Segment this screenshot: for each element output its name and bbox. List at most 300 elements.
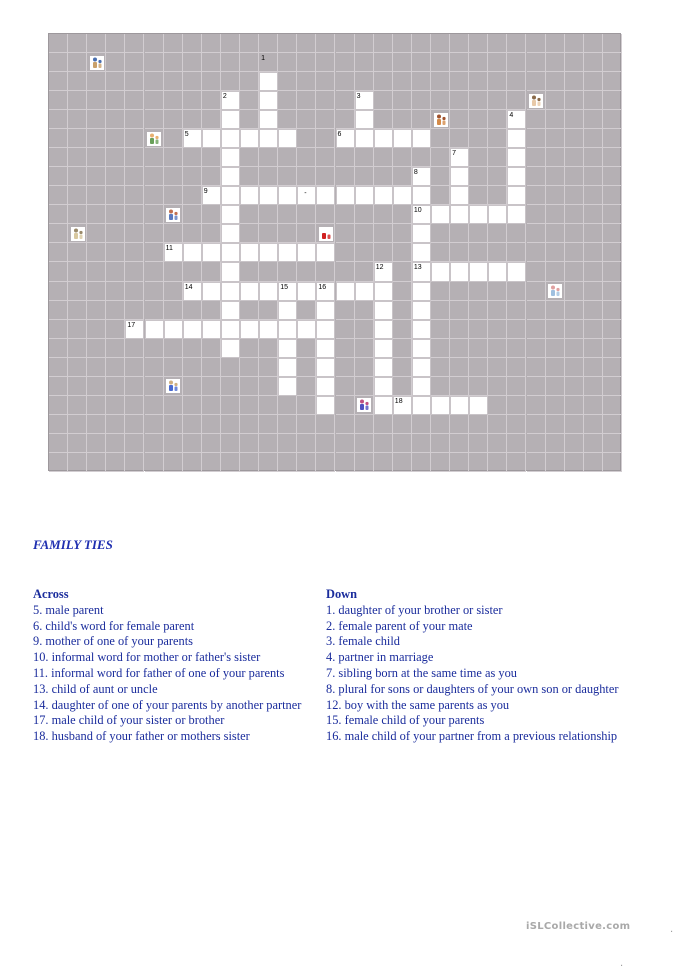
grid-cell xyxy=(145,224,164,243)
grid-cell xyxy=(316,167,335,186)
answer-cell[interactable] xyxy=(507,186,526,205)
grid-cell xyxy=(336,91,355,110)
grid-cell xyxy=(68,167,87,186)
grid-cell xyxy=(297,415,316,434)
answer-cell[interactable] xyxy=(355,282,374,301)
grid-cell xyxy=(355,205,374,224)
grid-cell xyxy=(297,91,316,110)
grid-cell xyxy=(240,415,259,434)
grid-cell xyxy=(68,396,87,415)
answer-cell[interactable] xyxy=(240,186,259,205)
answer-cell[interactable] xyxy=(145,320,164,339)
answer-cell[interactable] xyxy=(412,301,431,320)
answer-cell[interactable] xyxy=(221,110,240,129)
grid-cell xyxy=(278,72,297,91)
clue-text: sibling born at the same time as you xyxy=(338,665,517,680)
answer-cell[interactable] xyxy=(278,186,297,205)
grid-cell xyxy=(488,91,507,110)
grid-cell xyxy=(584,205,603,224)
answer-cell[interactable] xyxy=(221,129,240,148)
grid-cell xyxy=(49,358,68,377)
grid-cell xyxy=(488,224,507,243)
answer-cell[interactable] xyxy=(221,262,240,281)
grid-cell xyxy=(183,72,202,91)
answer-cell[interactable] xyxy=(431,396,450,415)
grid-cell xyxy=(49,377,68,396)
answer-cell[interactable] xyxy=(374,377,393,396)
grid-cell xyxy=(488,53,507,72)
answer-cell[interactable] xyxy=(374,358,393,377)
clue-text: informal word for mother or father's sister xyxy=(51,650,261,665)
answer-cell[interactable] xyxy=(278,301,297,320)
grid-cell xyxy=(431,129,450,148)
answer-cell[interactable] xyxy=(412,396,431,415)
grid-cell xyxy=(202,358,221,377)
grid-cell xyxy=(431,282,450,301)
grid-cell xyxy=(68,53,87,72)
grid-cell xyxy=(183,167,202,186)
grid-cell xyxy=(355,148,374,167)
answer-cell[interactable] xyxy=(221,167,240,186)
grid-cell xyxy=(183,224,202,243)
grid-cell xyxy=(527,282,546,301)
grid-cell xyxy=(49,167,68,186)
answer-cell[interactable] xyxy=(412,358,431,377)
answer-cell[interactable] xyxy=(412,129,431,148)
down-heading: Down xyxy=(326,587,357,601)
clue-number: 11. xyxy=(33,665,52,680)
grid-cell xyxy=(183,34,202,53)
grid-cell xyxy=(164,186,183,205)
grid-cell xyxy=(431,224,450,243)
answer-cell[interactable] xyxy=(316,377,335,396)
clue-number: 2. xyxy=(326,618,339,633)
across-clue xyxy=(33,713,328,729)
grid-cell xyxy=(565,34,584,53)
grid-cell xyxy=(240,339,259,358)
answer-cell[interactable] xyxy=(393,129,412,148)
answer-cell[interactable] xyxy=(221,148,240,167)
grid-cell xyxy=(584,186,603,205)
answer-cell[interactable] xyxy=(221,186,240,205)
answer-cell[interactable] xyxy=(374,396,393,415)
grid-cell xyxy=(49,453,68,472)
grid-cell xyxy=(316,91,335,110)
grid-cell xyxy=(221,453,240,472)
answer-cell[interactable] xyxy=(278,243,297,262)
grid-cell xyxy=(565,358,584,377)
grid-cell xyxy=(145,186,164,205)
answer-cell[interactable] xyxy=(297,282,316,301)
grid-cell xyxy=(125,34,144,53)
answer-cell[interactable] xyxy=(316,320,335,339)
grid-cell xyxy=(125,53,144,72)
grid-cell xyxy=(145,167,164,186)
grid-cell xyxy=(450,91,469,110)
across-clue xyxy=(33,682,328,698)
answer-cell[interactable] xyxy=(278,339,297,358)
answer-cell[interactable] xyxy=(183,320,202,339)
grid-cell xyxy=(527,320,546,339)
grid-cell xyxy=(603,72,622,91)
answer-cell[interactable] xyxy=(431,262,450,281)
grid-cell xyxy=(202,453,221,472)
grid-cell xyxy=(336,72,355,91)
grid-cell xyxy=(488,167,507,186)
answer-cell[interactable] xyxy=(259,243,278,262)
grid-cell xyxy=(125,377,144,396)
grid-cell xyxy=(565,377,584,396)
grid-cell xyxy=(527,377,546,396)
grid-cell xyxy=(469,320,488,339)
grid-cell xyxy=(68,72,87,91)
grid-cell xyxy=(240,301,259,320)
answer-cell[interactable] xyxy=(507,148,526,167)
grid-cell xyxy=(565,110,584,129)
grid-cell xyxy=(202,262,221,281)
grid-cell xyxy=(527,358,546,377)
clue-number-label: 17 xyxy=(127,321,136,329)
grid-cell xyxy=(527,34,546,53)
grid-cell xyxy=(164,129,183,148)
answer-cell[interactable] xyxy=(450,262,469,281)
grid-cell xyxy=(49,262,68,281)
grid-cell xyxy=(278,91,297,110)
answer-cell[interactable] xyxy=(221,282,240,301)
grid-cell xyxy=(278,53,297,72)
grid-cell xyxy=(488,186,507,205)
grid-cell xyxy=(584,224,603,243)
grid-cell xyxy=(507,34,526,53)
grid-cell xyxy=(240,167,259,186)
grid-cell xyxy=(125,396,144,415)
answer-cell[interactable] xyxy=(259,110,278,129)
answer-cell[interactable] xyxy=(221,320,240,339)
grid-cell xyxy=(221,34,240,53)
grid-cell xyxy=(87,205,106,224)
answer-cell[interactable] xyxy=(336,186,355,205)
grid-cell xyxy=(202,72,221,91)
answer-cell[interactable] xyxy=(431,205,450,224)
grid-cell xyxy=(355,320,374,339)
grid-cell xyxy=(316,205,335,224)
grid-cell xyxy=(393,148,412,167)
grid-cell xyxy=(240,148,259,167)
grid-cell xyxy=(106,358,125,377)
answer-cell[interactable] xyxy=(221,243,240,262)
answer-cell[interactable] xyxy=(278,377,297,396)
clue-number-label: 13 xyxy=(413,264,422,272)
grid-cell xyxy=(393,358,412,377)
answer-cell[interactable] xyxy=(450,167,469,186)
grid-cell xyxy=(336,377,355,396)
grid-cell xyxy=(240,377,259,396)
grid-cell xyxy=(584,396,603,415)
grid-cell xyxy=(450,129,469,148)
grid-cell xyxy=(125,453,144,472)
grid-cell xyxy=(546,91,565,110)
answer-cell[interactable] xyxy=(488,262,507,281)
answer-cell[interactable] xyxy=(297,320,316,339)
answer-cell[interactable] xyxy=(240,243,259,262)
answer-cell[interactable] xyxy=(259,91,278,110)
grid-cell xyxy=(565,339,584,358)
grid-cell xyxy=(565,186,584,205)
grid-cell xyxy=(316,110,335,129)
answer-cell[interactable] xyxy=(316,358,335,377)
grid-cell xyxy=(546,396,565,415)
grid-cell xyxy=(355,72,374,91)
answer-cell[interactable] xyxy=(412,243,431,262)
answer-cell[interactable] xyxy=(355,186,374,205)
grid-cell xyxy=(603,434,622,453)
twins-picture-icon xyxy=(548,284,562,298)
grid-cell xyxy=(68,243,87,262)
answer-cell[interactable] xyxy=(412,224,431,243)
answer-cell[interactable] xyxy=(221,205,240,224)
answer-cell[interactable] xyxy=(183,243,202,262)
answer-cell[interactable] xyxy=(507,205,526,224)
grid-cell xyxy=(297,262,316,281)
grid-cell xyxy=(546,186,565,205)
answer-cell[interactable] xyxy=(374,282,393,301)
grid-cell xyxy=(145,91,164,110)
answer-cell[interactable] xyxy=(374,301,393,320)
clue-number-label: 18 xyxy=(394,397,403,405)
grid-cell xyxy=(603,262,622,281)
clue-text: partner in marriage xyxy=(338,650,434,665)
down-clues xyxy=(326,587,626,745)
clue-text: daughter of your brother or sister xyxy=(338,602,503,617)
grid-cell xyxy=(183,53,202,72)
answer-cell[interactable] xyxy=(412,186,431,205)
answer-cell[interactable] xyxy=(240,129,259,148)
grid-cell xyxy=(431,243,450,262)
grid-cell xyxy=(145,453,164,472)
grid-cell xyxy=(125,186,144,205)
grid-cell xyxy=(221,415,240,434)
grid-cell xyxy=(565,262,584,281)
answer-cell[interactable] xyxy=(412,377,431,396)
answer-cell[interactable] xyxy=(507,262,526,281)
grid-cell xyxy=(336,110,355,129)
grid-cell xyxy=(202,377,221,396)
grid-cell xyxy=(68,453,87,472)
grid-cell xyxy=(469,453,488,472)
grid-cell xyxy=(584,377,603,396)
grid-cell xyxy=(450,243,469,262)
grid-cell xyxy=(297,396,316,415)
grid-cell xyxy=(546,415,565,434)
grid-cell xyxy=(431,320,450,339)
answer-cell[interactable] xyxy=(202,129,221,148)
grid-cell xyxy=(603,167,622,186)
grid-cell xyxy=(164,358,183,377)
grid-cell xyxy=(450,434,469,453)
answer-cell[interactable] xyxy=(316,186,335,205)
answer-cell[interactable] xyxy=(374,339,393,358)
answer-cell[interactable] xyxy=(202,282,221,301)
across-clue xyxy=(33,650,328,666)
across-clue xyxy=(33,619,328,635)
grid-cell xyxy=(49,34,68,53)
answer-cell[interactable] xyxy=(412,320,431,339)
answer-cell[interactable] xyxy=(374,320,393,339)
down-clue xyxy=(326,666,626,682)
answer-cell[interactable] xyxy=(259,129,278,148)
answer-cell[interactable] xyxy=(412,282,431,301)
grid-cell xyxy=(507,415,526,434)
grid-cell xyxy=(316,262,335,281)
decorative-dot: . xyxy=(620,958,624,969)
answer-cell[interactable] xyxy=(221,301,240,320)
grid-cell xyxy=(565,167,584,186)
answer-cell[interactable] xyxy=(469,262,488,281)
answer-cell[interactable] xyxy=(507,167,526,186)
grid-cell xyxy=(507,453,526,472)
grid-cell xyxy=(546,129,565,148)
grid-cell xyxy=(278,205,297,224)
grid-cell xyxy=(316,53,335,72)
answer-cell[interactable] xyxy=(450,205,469,224)
across-clues xyxy=(33,587,328,745)
answer-cell[interactable] xyxy=(469,396,488,415)
grid-cell xyxy=(87,358,106,377)
grid-cell xyxy=(374,434,393,453)
clue-number-label: 6 xyxy=(337,131,342,139)
answer-cell[interactable] xyxy=(393,186,412,205)
answer-cell[interactable] xyxy=(374,186,393,205)
grid-cell xyxy=(297,72,316,91)
grid-cell xyxy=(125,72,144,91)
grid-cell xyxy=(393,34,412,53)
answer-cell[interactable] xyxy=(469,205,488,224)
grid-cell xyxy=(87,110,106,129)
grid-cell xyxy=(106,148,125,167)
answer-cell[interactable] xyxy=(221,224,240,243)
answer-cell[interactable] xyxy=(316,339,335,358)
grid-cell xyxy=(336,167,355,186)
grid-cell xyxy=(259,415,278,434)
grid-cell xyxy=(68,110,87,129)
grid-cell xyxy=(584,358,603,377)
answer-cell[interactable] xyxy=(336,282,355,301)
answer-cell[interactable] xyxy=(450,186,469,205)
answer-cell[interactable] xyxy=(259,186,278,205)
grid-cell xyxy=(259,262,278,281)
grid-cell xyxy=(488,34,507,53)
grid-cell xyxy=(87,434,106,453)
grid-cell xyxy=(488,301,507,320)
answer-cell[interactable] xyxy=(164,320,183,339)
grid-cell xyxy=(125,205,144,224)
grid-cell xyxy=(278,396,297,415)
answer-cell[interactable] xyxy=(355,110,374,129)
clue-number-label: 1 xyxy=(261,55,265,63)
grid-cell xyxy=(603,148,622,167)
answer-cell[interactable] xyxy=(259,72,278,91)
answer-cell[interactable] xyxy=(278,129,297,148)
grandparent-picture-icon xyxy=(71,227,85,241)
answer-cell[interactable] xyxy=(316,396,335,415)
clue-number: 6. xyxy=(33,618,46,633)
grid-cell xyxy=(507,301,526,320)
answer-cell[interactable] xyxy=(278,320,297,339)
grid-cell xyxy=(278,110,297,129)
answer-cell[interactable] xyxy=(507,129,526,148)
grid-cell xyxy=(145,301,164,320)
answer-cell[interactable] xyxy=(374,129,393,148)
site-watermark: iSLCollective.com xyxy=(526,921,631,932)
answer-cell[interactable] xyxy=(316,301,335,320)
couple-picture-icon xyxy=(166,208,180,222)
grid-cell xyxy=(565,205,584,224)
grid-cell xyxy=(125,148,144,167)
grid-cell xyxy=(565,282,584,301)
grid-cell xyxy=(202,415,221,434)
grid-cell xyxy=(106,205,125,224)
answer-cell[interactable] xyxy=(278,358,297,377)
grid-cell xyxy=(221,72,240,91)
grid-cell xyxy=(145,396,164,415)
clue-number: 9. xyxy=(33,634,46,649)
grid-cell xyxy=(202,224,221,243)
grid-cell xyxy=(431,148,450,167)
answer-cell[interactable] xyxy=(412,339,431,358)
answer-cell[interactable] xyxy=(259,320,278,339)
grid-cell xyxy=(603,243,622,262)
clue-number-label: 8 xyxy=(413,169,418,177)
grid-cell xyxy=(259,34,278,53)
grid-cell xyxy=(106,282,125,301)
grid-cell xyxy=(259,339,278,358)
grid-cell xyxy=(565,396,584,415)
answer-cell[interactable] xyxy=(259,282,278,301)
answer-cell[interactable] xyxy=(488,205,507,224)
grid-cell xyxy=(49,186,68,205)
grid-cell xyxy=(527,129,546,148)
clue-number-label: 5 xyxy=(184,131,189,139)
grid-cell xyxy=(316,434,335,453)
answer-cell[interactable] xyxy=(240,282,259,301)
grid-cell xyxy=(355,377,374,396)
down-clue xyxy=(326,603,626,619)
answer-cell[interactable] xyxy=(297,243,316,262)
grid-cell xyxy=(450,415,469,434)
grid-cell xyxy=(68,358,87,377)
grid-cell xyxy=(125,282,144,301)
grid-cell xyxy=(355,339,374,358)
grid-cell xyxy=(145,148,164,167)
answer-cell[interactable] xyxy=(240,320,259,339)
grid-cell xyxy=(336,205,355,224)
grid-cell xyxy=(240,434,259,453)
answer-cell[interactable] xyxy=(316,243,335,262)
grid-cell xyxy=(278,34,297,53)
answer-cell[interactable] xyxy=(202,243,221,262)
answer-cell[interactable] xyxy=(202,320,221,339)
grid-cell xyxy=(603,301,622,320)
answer-cell[interactable] xyxy=(221,339,240,358)
grid-cell xyxy=(393,167,412,186)
grid-cell xyxy=(507,282,526,301)
answer-cell[interactable] xyxy=(450,396,469,415)
grid-cell xyxy=(584,243,603,262)
grid-cell xyxy=(565,224,584,243)
answer-cell[interactable] xyxy=(355,129,374,148)
grid-cell xyxy=(527,434,546,453)
grid-cell xyxy=(546,34,565,53)
